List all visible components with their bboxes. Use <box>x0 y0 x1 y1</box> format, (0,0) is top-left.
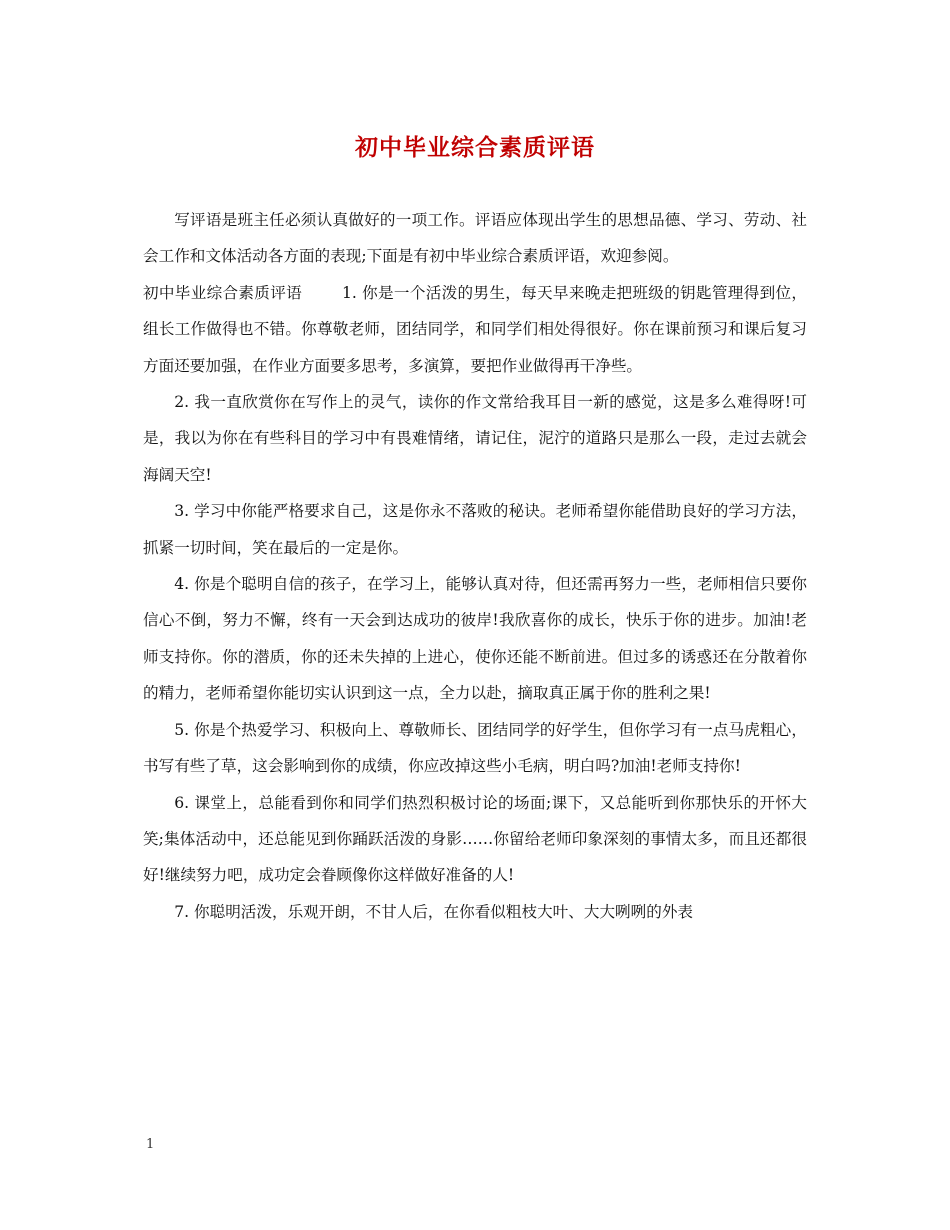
page-title: 初中毕业综合素质评语 <box>355 134 595 161</box>
comment-paragraph-6: 6. 课堂上，总能看到你和同学们热烈积极讨论的场面;课下，又总能听到你那快乐的开怀大笑;集体活动中，还总能见到你踊跃活泼的身影……你留给老师印象深刻的事情太多，而且还都很好!继续努力吧，成功定会眷顾像你这样做好准备的人! <box>143 793 807 885</box>
comment-paragraph-4: 4. 你是个聪明自信的孩子，在学习上，能够认真对待，但还需再努力一些，老师相信只要你信心不倒，努力不懈，终有一天会到达成功的彼岸!我欣喜你的成长，快乐于你的进步。加油!老师支持你。你的潜质，你的还未失掉的上进心，使你还能不断前进。但过多的诱惑还在分散着你的精力，老师希望你能切实认识到这一点，全力以赴，摘取真正属于你的胜利之果! <box>143 575 807 703</box>
comment-paragraph-3: 3. 学习中你能严格要求自己，这是你永不落败的秘诀。老师希望你能借助良好的学习方法，抓紧一切时间，笑在最后的一定是你。 <box>143 502 807 557</box>
intro-paragraph: 写评语是班主任必须认真做好的一项工作。评语应体现出学生的思想品德、学习、劳动、社会工作和文体活动各方面的表现;下面是有初中毕业综合素质评语，欢迎参阅。 <box>143 211 807 266</box>
comment-text-1: 1. 你是一个活泼的男生，每天早来晚走把班级的钥匙管理得到位，组长工作做得也不错。你尊敬老师，团结同学，和同学们相处得很好。你在课前预习和课后复习方面还要加强，在作业方面要多思考，多演算，要把作业做得再干净些。 <box>143 283 807 375</box>
page-number: 1 <box>146 1137 155 1152</box>
comment-paragraph-7: 7. 你聪明活泼，乐观开朗，不甘人后，在你看似粗枝大叶、大大咧咧的外表 <box>174 902 694 921</box>
document-body <box>143 202 807 930</box>
section-label: 初中毕业综合素质评语 <box>143 283 302 302</box>
comment-paragraph-1 <box>143 275 807 384</box>
comment-paragraph-5: 5. 你是个热爱学习、积极向上、尊敬师长、团结同学的好学生，但你学习有一点马虎粗心，书写有些了草，这会影响到你的成绩，你应改掉这些小毛病，明白吗?加油!老师支持你! <box>143 720 807 776</box>
comment-paragraph-2: 2. 我一直欣赏你在写作上的灵气，读你的作文常给我耳目一新的感觉，这是多么难得呀!可是，我以为你在有些科目的学习中有畏难情绪，请记住，泥泞的道路只是那么一段，走过去就会海阔天空! <box>143 393 807 484</box>
